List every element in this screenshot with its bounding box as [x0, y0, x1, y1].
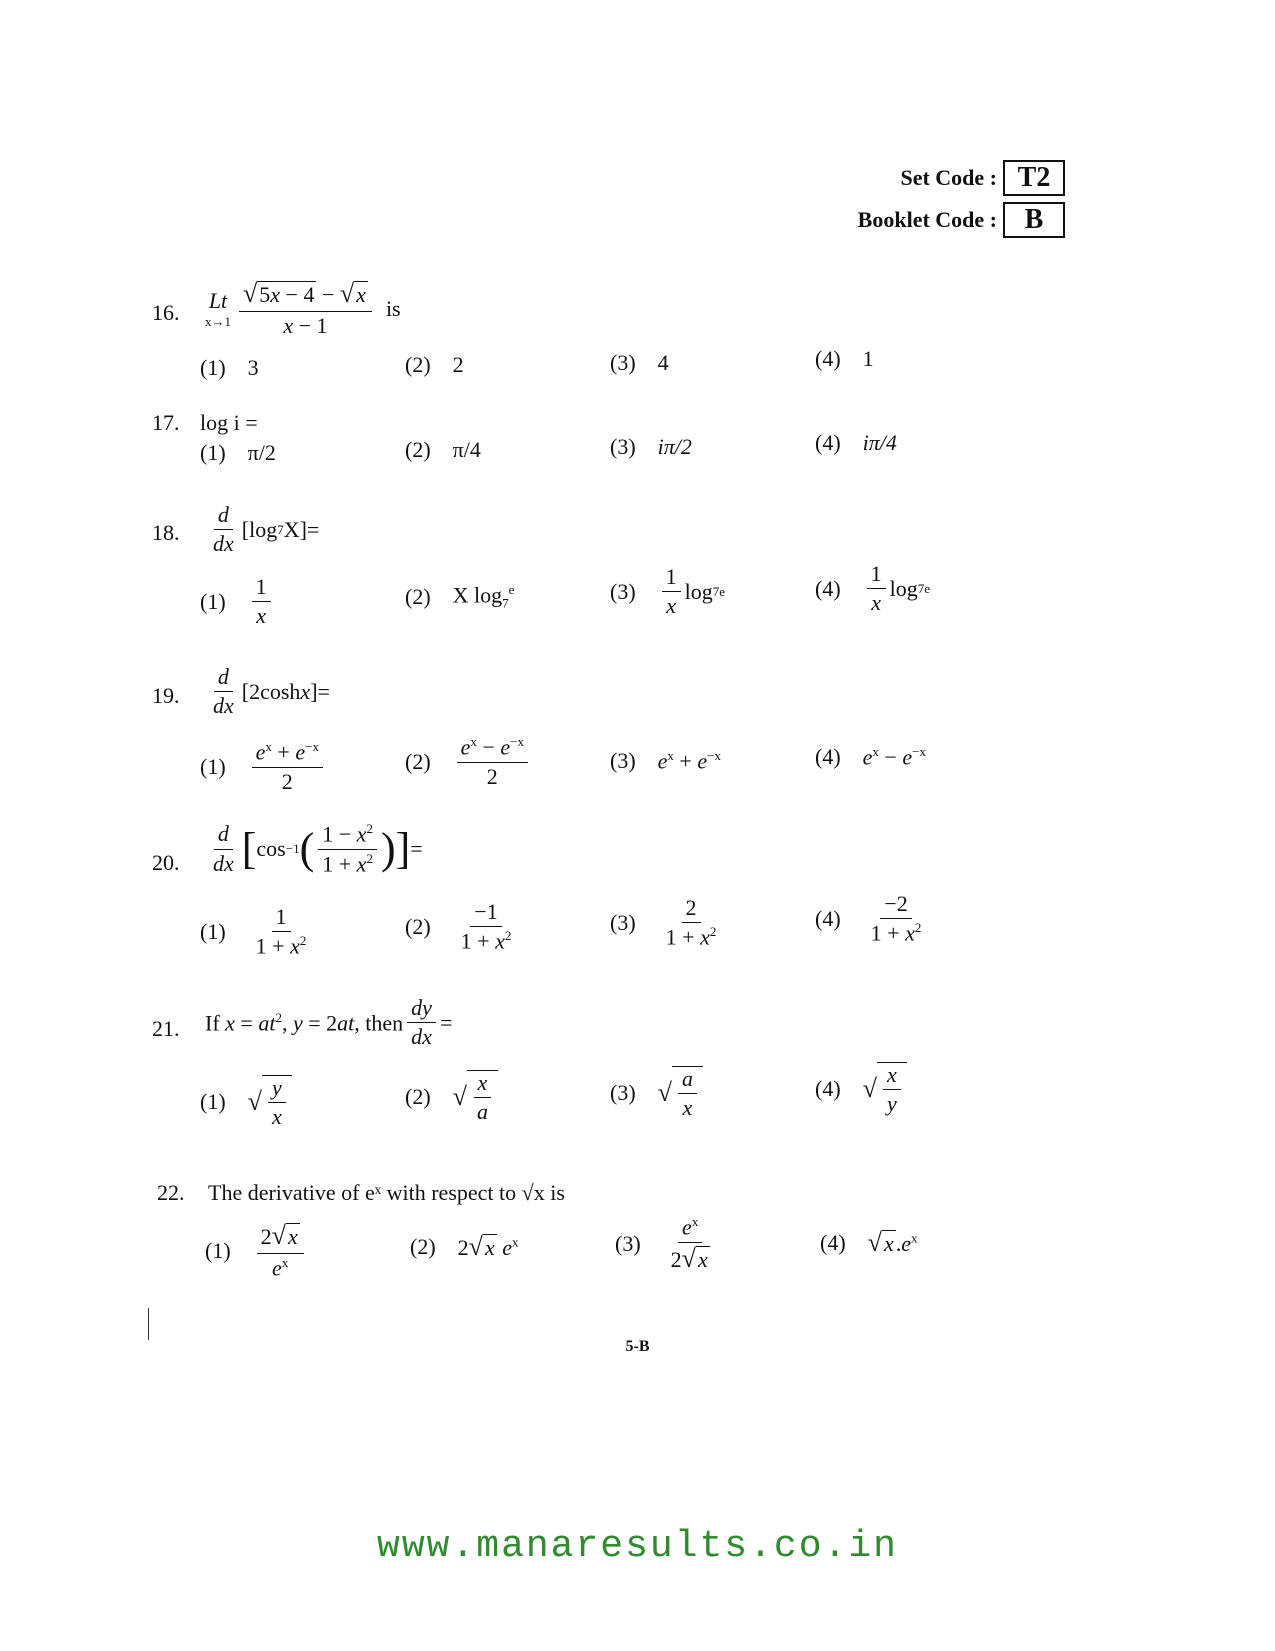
option-3[interactable]: (3) $\frac{1}{x}$ log 7 e [610, 564, 726, 619]
question-stem: $\frac{d}{dx}$ [log 7 X]= [213, 502, 320, 557]
option-4[interactable]: (4) $\frac{-2}{1 + x^2}$ [815, 891, 922, 946]
question-stem [205, 280, 401, 338]
set-code-row [858, 160, 1065, 196]
option-1[interactable]: (1) $\frac{1}{x}$ [200, 575, 275, 628]
set-code-label: Set Code : [900, 165, 997, 190]
option-2[interactable]: (2) 2 [405, 352, 464, 377]
page-code: 5-B [625, 1338, 650, 1355]
question-number: 16. [152, 300, 180, 325]
option-4[interactable]: (4) iπ/4 [815, 430, 897, 455]
limit-operator: Lt x→1 [205, 287, 231, 329]
question-number: 18. [152, 520, 180, 545]
option-4[interactable]: (4) $e^x - e^{-x}$ [815, 744, 926, 770]
watermark-url: www.manaresults.co.in [377, 1525, 898, 1568]
question-stem: If $x = at^2$, y = 2at, then $\frac{dy}{dx}$ = [205, 995, 453, 1050]
booklet-code-label: Booklet Code : [857, 207, 997, 232]
question-number: 17. [152, 410, 180, 435]
option-2[interactable]: (2) $\frac{e^x - e^{-x}}{2}$ [405, 735, 532, 789]
option-3[interactable]: (3) $e^x + e^{-x}$ [610, 748, 721, 774]
booklet-code-row [858, 202, 1065, 238]
option-1[interactable]: (1) $\frac{1}{1 + x^2}$ [200, 904, 307, 959]
set-code-box: T2 [1003, 160, 1065, 196]
option-2[interactable]: (2) $\frac{-1}{1 + x^2}$ [405, 899, 512, 954]
option-3[interactable]: (3) $\frac{e^x}{2√x}$ [615, 1214, 708, 1273]
option-3[interactable]: (3) iπ/2 [610, 434, 692, 459]
option-2[interactable]: (2) X $\log_7^e$ [405, 582, 515, 611]
question-number: 21. [152, 1016, 180, 1041]
question-number: 20. [152, 850, 180, 875]
option-4[interactable]: (4) √ $\frac{x}{y}$ [815, 1062, 907, 1116]
question-number: 19. [152, 683, 180, 708]
option-2[interactable]: (2) 2√x $e^x$ [410, 1232, 519, 1261]
question-stem: $\frac{d}{dx}$ [2cosh x ]= [213, 664, 330, 719]
option-3[interactable]: (3) 4 [610, 350, 669, 375]
option-3[interactable]: (3) √ $\frac{a}{x}$ [610, 1066, 703, 1120]
question-stem: log i = [200, 410, 258, 435]
exam-codes [858, 160, 1065, 244]
limit-fraction: $\frac{√5x - 4 - √x}{x - 1}$ [239, 280, 372, 338]
question-stem: $\frac{d}{dx}$ [ cos −1 ( $\frac{1 - x^2}{1 + x^2}$ ) ] = [213, 821, 423, 876]
question-number: 22. [157, 1180, 185, 1205]
option-1[interactable]: (1) √ $\frac{y}{x}$ [200, 1075, 292, 1129]
option-2[interactable]: (2) √ $\frac{x}{a}$ [405, 1070, 498, 1124]
option-1[interactable]: (1) $\frac{2√x}{e^x}$ [205, 1222, 308, 1280]
question-stem: The derivative of eˣ with respect to √x is [208, 1180, 565, 1205]
booklet-code-box: B [1003, 202, 1065, 238]
margin-line [148, 1308, 149, 1340]
option-4[interactable]: (4) $\frac{1}{x}$ log 7 e [815, 561, 931, 616]
option-1[interactable]: (1) $\frac{e^x + e^{-x}}{2}$ [200, 740, 327, 794]
option-4[interactable]: (4) 1 [815, 346, 874, 371]
option-1[interactable]: (1) 3 [200, 355, 259, 380]
option-2[interactable]: (2) π/4 [405, 437, 481, 462]
option-1[interactable]: (1) π/2 [200, 440, 276, 465]
option-3[interactable]: (3) $\frac{2}{1 + x^2}$ [610, 895, 717, 950]
option-4[interactable]: (4) $√x.e^x$ [820, 1228, 918, 1257]
stem-tail: is [385, 295, 401, 321]
